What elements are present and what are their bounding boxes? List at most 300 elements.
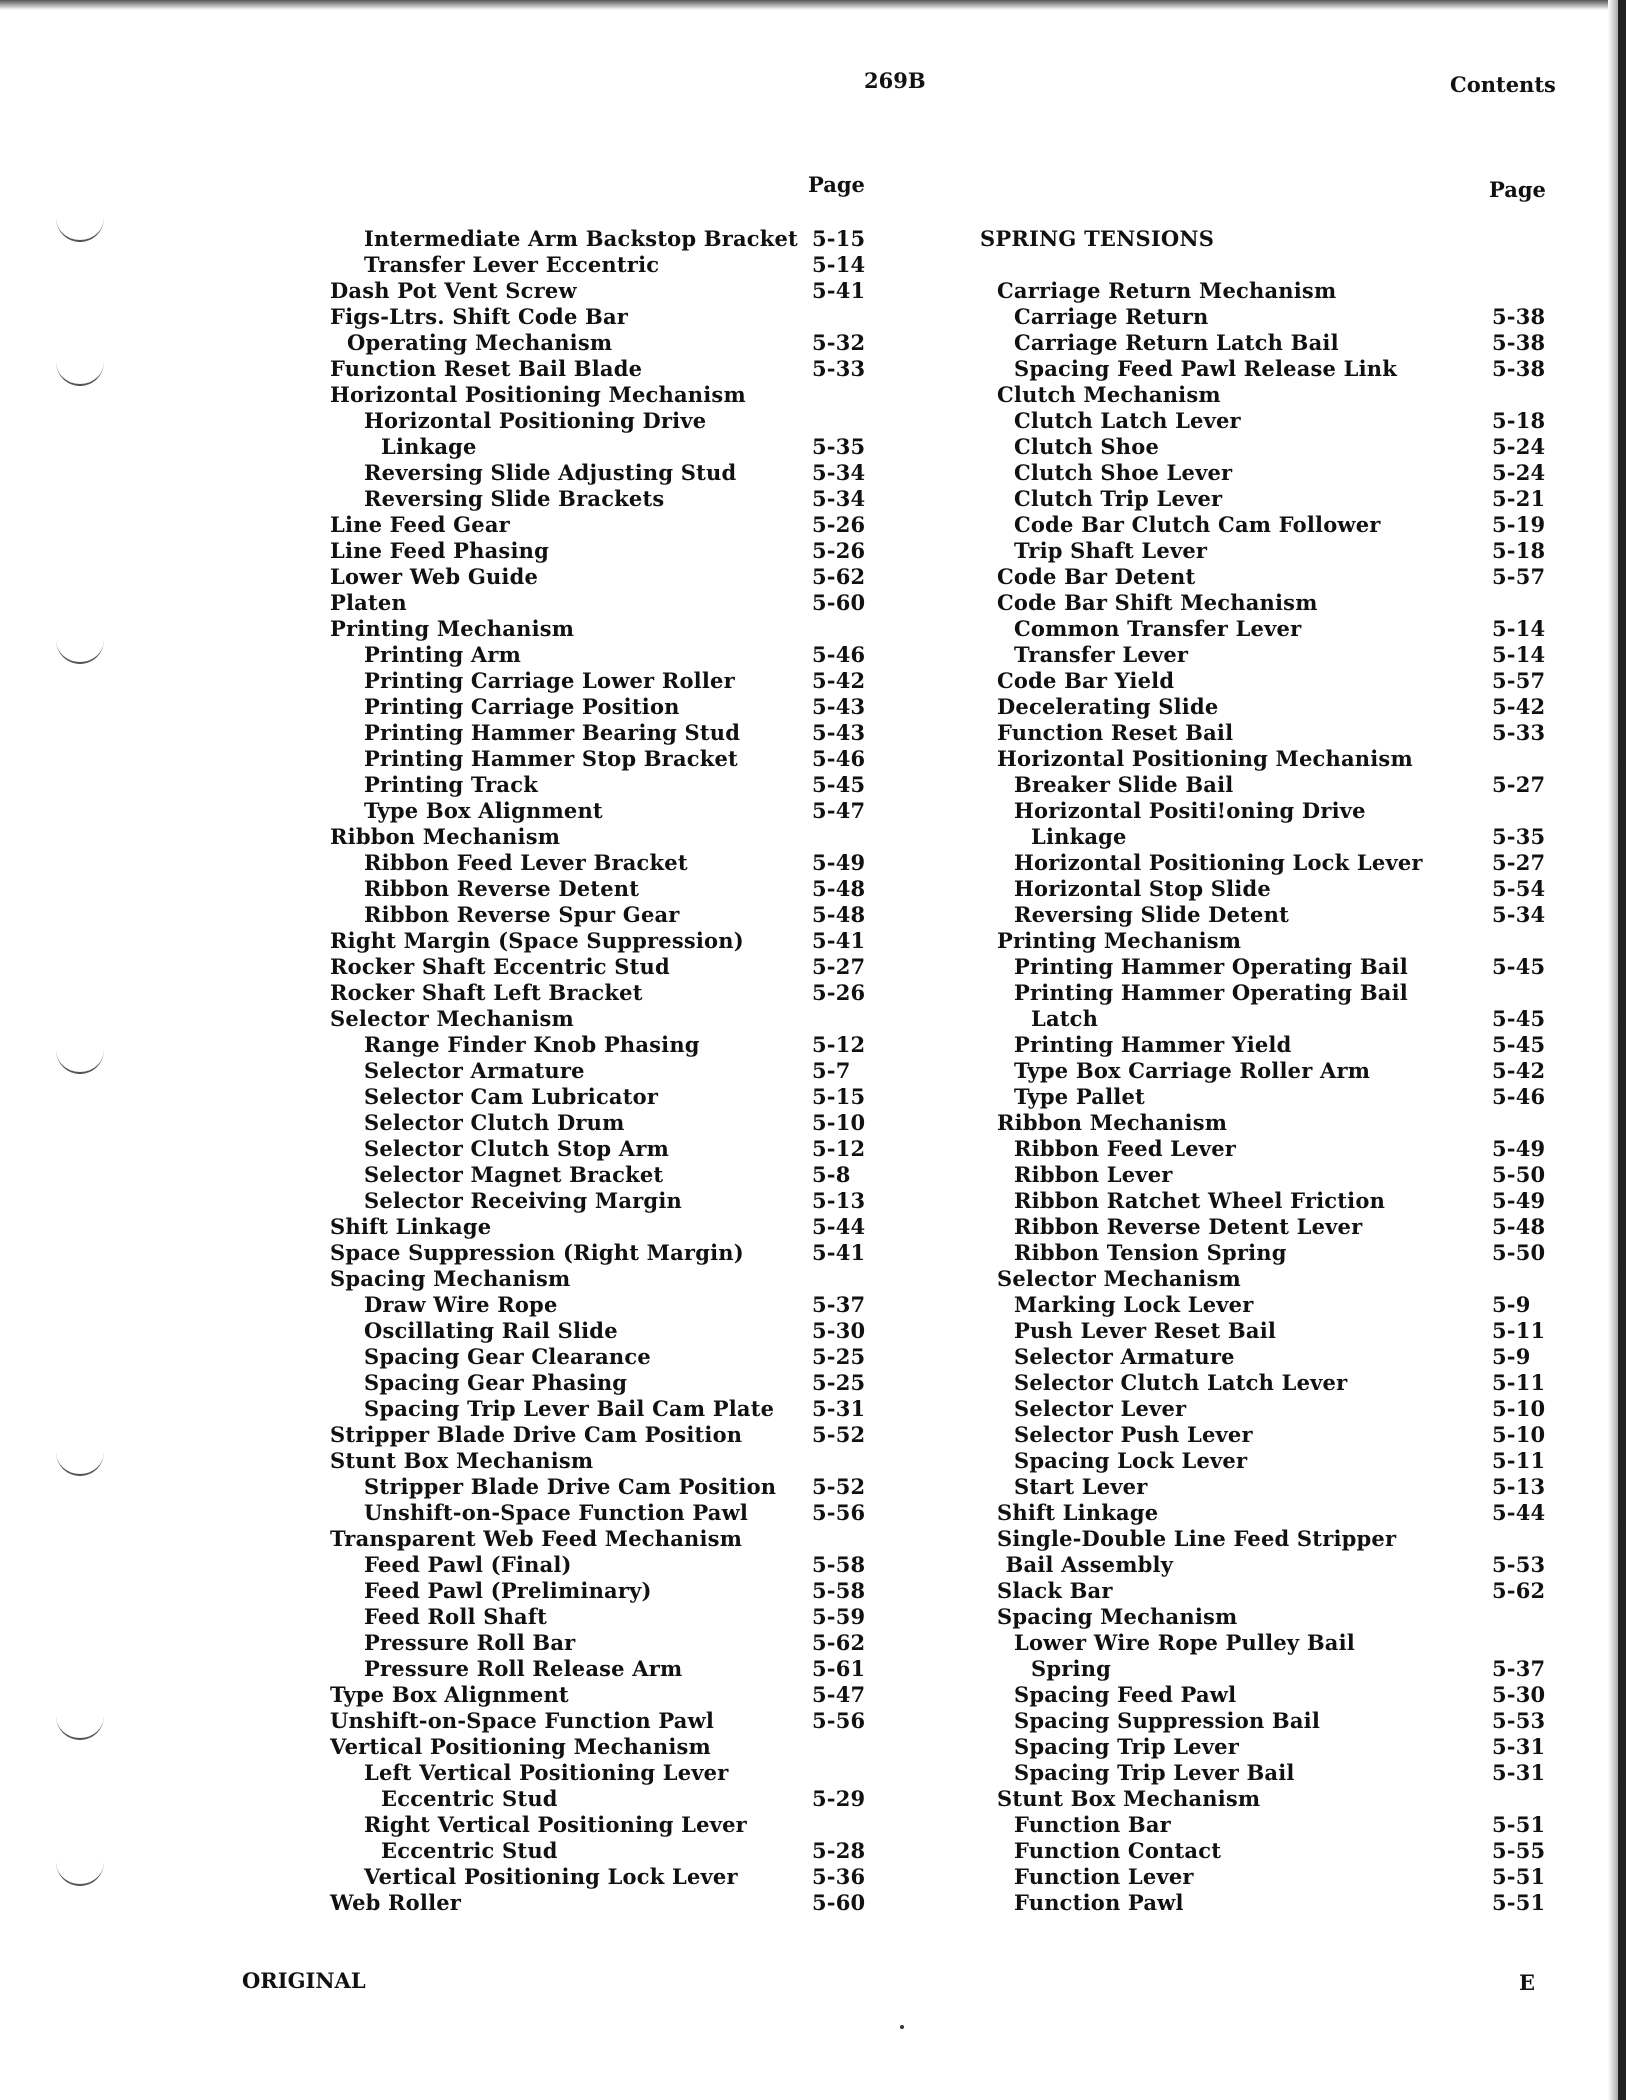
entry-page-number: 5-55 <box>1492 1838 1546 1863</box>
entry-label: Printing Hammer Bearing Stud <box>364 720 741 745</box>
entry-label: Dash Pot Vent Screw <box>330 278 577 303</box>
entry-label: Selector Armature <box>1014 1344 1235 1369</box>
index-entry <box>330 1812 892 1838</box>
entry-page-number: 5-10 <box>1492 1396 1546 1421</box>
entry-page-number: 5-8 <box>812 1162 851 1187</box>
entry-page-number: 5-31 <box>1492 1760 1546 1785</box>
entry-label: Decelerating Slide <box>997 694 1219 719</box>
entry-label: Vertical Positioning Lock Lever <box>364 1864 738 1889</box>
index-entry <box>980 1058 1572 1084</box>
entry-label: Unshift-on-Space Function Pawl <box>364 1500 749 1525</box>
index-entry <box>330 1526 892 1552</box>
entry-page-number: 5-11 <box>1492 1448 1546 1473</box>
entry-label: Stripper Blade Drive Cam Position <box>330 1422 743 1447</box>
entry-label: Ribbon Reverse Spur Gear <box>364 902 680 927</box>
entry-label: Clutch Latch Lever <box>1014 408 1241 433</box>
entry-page-number: 5-15 <box>812 226 866 251</box>
entry-label: Selector Clutch Drum <box>364 1110 625 1135</box>
entry-label: Selector Push Lever <box>1014 1422 1253 1447</box>
index-entry <box>980 1838 1572 1864</box>
entry-page-number: 5-18 <box>1492 538 1546 563</box>
entry-page-number: 5-32 <box>812 330 866 355</box>
entry-label: Start Lever <box>1014 1474 1148 1499</box>
index-entry <box>330 1656 892 1682</box>
index-entry <box>330 434 892 460</box>
entry-page-number: 5-54 <box>1492 876 1546 901</box>
index-entry <box>330 304 892 330</box>
entry-page-number: 5-62 <box>1492 1578 1546 1603</box>
entry-page-number: 5-46 <box>812 642 866 667</box>
entry-page-number: 5-41 <box>812 278 866 303</box>
entry-page-number: 5-48 <box>812 902 866 927</box>
entry-page-number: 5-26 <box>812 512 866 537</box>
index-entry <box>330 460 892 486</box>
entry-label: Push Lever Reset Bail <box>1014 1318 1277 1343</box>
entry-label: Printing Hammer Operating Bail <box>1014 954 1408 979</box>
entry-page-number: 5-47 <box>812 1682 866 1707</box>
index-entry <box>330 642 892 668</box>
index-entry <box>330 694 892 720</box>
index-entry <box>330 1552 892 1578</box>
entry-label: Single-Double Line Feed Stripper <box>997 1526 1397 1551</box>
index-entry <box>330 1214 892 1240</box>
entry-label: Feed Roll Shaft <box>364 1604 547 1629</box>
index-entry <box>980 1604 1572 1630</box>
entry-page-number: 5-19 <box>1492 512 1546 537</box>
entry-page-number: 5-34 <box>1492 902 1546 927</box>
entry-label: Horizontal Positioning Mechanism <box>997 746 1413 771</box>
entry-label: Eccentric Stud <box>381 1786 558 1811</box>
entry-label: Stripper Blade Drive Cam Position <box>364 1474 777 1499</box>
entry-page-number: 5-31 <box>1492 1734 1546 1759</box>
entry-label: Ribbon Reverse Detent Lever <box>1014 1214 1363 1239</box>
entry-page-number: 5-13 <box>812 1188 866 1213</box>
index-entry <box>330 1240 892 1266</box>
index-entry <box>330 1448 892 1474</box>
index-entry <box>980 278 1572 304</box>
index-entry <box>980 356 1572 382</box>
index-entry <box>330 1838 892 1864</box>
index-entry <box>980 1474 1572 1500</box>
index-entry <box>330 278 892 304</box>
entry-page-number: 5-62 <box>812 1630 866 1655</box>
entry-page-number: 5-49 <box>812 850 866 875</box>
index-entry <box>980 460 1572 486</box>
index-entry <box>980 1136 1572 1162</box>
entry-label: Reversing Slide Adjusting Stud <box>364 460 737 485</box>
index-entry <box>330 252 892 278</box>
index-entry <box>980 1396 1572 1422</box>
index-entry <box>980 928 1572 954</box>
index-entry <box>980 1240 1572 1266</box>
entry-page-number: 5-31 <box>812 1396 866 1421</box>
binder-hole-mark <box>56 1452 104 1476</box>
index-entry <box>980 1630 1572 1656</box>
entry-label: Stunt Box Mechanism <box>997 1786 1261 1811</box>
entry-page-number: 5-9 <box>1492 1292 1531 1317</box>
entry-page-number: 5-10 <box>812 1110 866 1135</box>
index-entry <box>980 1500 1572 1526</box>
index-entry <box>330 1890 892 1916</box>
entry-page-number: 5-45 <box>1492 1032 1546 1057</box>
entry-page-number: 5-35 <box>812 434 866 459</box>
index-entry <box>330 1292 892 1318</box>
entry-label: Code Bar Shift Mechanism <box>997 590 1318 615</box>
entry-label: Horizontal Positioning Drive <box>364 408 707 433</box>
index-entry <box>980 512 1572 538</box>
index-entry <box>330 1344 892 1370</box>
entry-label: Spacing Feed Pawl <box>1014 1682 1237 1707</box>
index-entry <box>330 1110 892 1136</box>
entry-page-number: 5-57 <box>1492 564 1546 589</box>
entry-label: Rocker Shaft Left Bracket <box>330 980 643 1005</box>
index-entry <box>980 1032 1572 1058</box>
entry-page-number: 5-26 <box>812 538 866 563</box>
entry-page-number: 5-10 <box>1492 1422 1546 1447</box>
index-entry <box>980 1188 1572 1214</box>
binder-hole-mark <box>56 1050 104 1074</box>
index-entry <box>980 1760 1572 1786</box>
entry-page-number: 5-53 <box>1492 1708 1546 1733</box>
index-entry <box>980 408 1572 434</box>
index-entry <box>980 590 1572 616</box>
document-number: 269B <box>864 68 926 93</box>
entry-page-number: 5-25 <box>812 1344 866 1369</box>
index-entry <box>330 1084 892 1110</box>
index-entry <box>980 1552 1572 1578</box>
entry-page-number: 5-11 <box>1492 1370 1546 1395</box>
entry-label: Printing Track <box>364 772 538 797</box>
scan-edge-right <box>1618 0 1626 2100</box>
entry-page-number: 5-24 <box>1492 460 1546 485</box>
entry-label: Bail Assembly <box>1005 1552 1174 1577</box>
index-entry <box>980 1006 1572 1032</box>
entry-label: Type Box Carriage Roller Arm <box>1014 1058 1371 1083</box>
index-entry <box>330 1318 892 1344</box>
entry-label: Ribbon Reverse Detent <box>364 876 640 901</box>
entry-page-number: 5-41 <box>812 928 866 953</box>
entry-label: Spacing Feed Pawl Release Link <box>1014 356 1397 381</box>
binder-hole-mark <box>56 218 104 242</box>
entry-page-number: 5-15 <box>812 1084 866 1109</box>
index-entry <box>980 1656 1572 1682</box>
entry-label: Selector Magnet Bracket <box>364 1162 664 1187</box>
entry-page-number: 5-14 <box>1492 642 1546 667</box>
index-entry <box>980 668 1572 694</box>
scan-edge-right-gradient <box>1608 0 1618 2100</box>
footer-issue-label: ORIGINAL <box>242 1968 366 1993</box>
entry-page-number: 5-52 <box>812 1474 866 1499</box>
index-entry <box>980 304 1572 330</box>
entry-page-number: 5-52 <box>812 1422 866 1447</box>
entry-label: Spacing Mechanism <box>997 1604 1238 1629</box>
entry-label: Selector Receiving Margin <box>364 1188 682 1213</box>
entry-label: Selector Clutch Latch Lever <box>1014 1370 1348 1395</box>
entry-page-number: 5-30 <box>1492 1682 1546 1707</box>
index-entry <box>980 1682 1572 1708</box>
entry-label: Shift Linkage <box>330 1214 492 1239</box>
index-entry <box>980 1864 1572 1890</box>
entry-label: Type Box Alignment <box>364 798 603 823</box>
entry-label: Oscillating Rail Slide <box>364 1318 618 1343</box>
entry-label: Clutch Trip Lever <box>1014 486 1223 511</box>
index-entry <box>980 850 1572 876</box>
entry-label: Ribbon Feed Lever <box>1014 1136 1237 1161</box>
entry-page-number: 5-48 <box>812 876 866 901</box>
entry-page-number: 5-48 <box>1492 1214 1546 1239</box>
entry-page-number: 5-9 <box>1492 1344 1531 1369</box>
entry-label: Pressure Roll Bar <box>364 1630 576 1655</box>
index-entry <box>330 590 892 616</box>
entry-label: Intermediate Arm Backstop Bracket <box>364 226 798 251</box>
index-entry <box>330 1630 892 1656</box>
index-entry <box>330 720 892 746</box>
index-entry <box>330 850 892 876</box>
entry-label: Operating Mechanism <box>347 330 613 355</box>
entry-label: Right Margin (Space Suppression) <box>330 928 744 953</box>
index-entry <box>980 1370 1572 1396</box>
entry-label: Ribbon Mechanism <box>330 824 561 849</box>
entry-label: Reversing Slide Brackets <box>364 486 665 511</box>
entry-page-number: 5-34 <box>812 460 866 485</box>
entry-label: Common Transfer Lever <box>1014 616 1302 641</box>
entry-label: Code Bar Detent <box>997 564 1196 589</box>
entry-page-number: 5-18 <box>1492 408 1546 433</box>
index-entry <box>980 1812 1572 1838</box>
entry-page-number: 5-51 <box>1492 1890 1546 1915</box>
entry-label: Shift Linkage <box>997 1500 1159 1525</box>
entry-page-number: 5-43 <box>812 694 866 719</box>
entry-page-number: 5-56 <box>812 1708 866 1733</box>
entry-label: Clutch Shoe <box>1014 434 1160 459</box>
entry-label: Line Feed Gear <box>330 512 510 537</box>
entry-label: Draw Wire Rope <box>364 1292 558 1317</box>
index-entry <box>980 1708 1572 1734</box>
entry-label: Selector Armature <box>364 1058 585 1083</box>
entry-page-number: 5-37 <box>1492 1656 1546 1681</box>
entry-label: Function Reset Bail Blade <box>330 356 643 381</box>
entry-page-number: 5-41 <box>812 1240 866 1265</box>
index-entry <box>980 720 1572 746</box>
entry-label: Ribbon Tension Spring <box>1014 1240 1287 1265</box>
entry-label: Function Reset Bail <box>997 720 1234 745</box>
entry-label: Figs-Ltrs. Shift Code Bar <box>330 304 629 329</box>
entry-label: Rocker Shaft Eccentric Stud <box>330 954 670 979</box>
index-entry <box>330 1786 892 1812</box>
index-entry <box>330 1370 892 1396</box>
entry-label: Function Contact <box>1014 1838 1222 1863</box>
index-entry <box>980 564 1572 590</box>
index-entry <box>330 1682 892 1708</box>
entry-label: Function Lever <box>1014 1864 1194 1889</box>
entry-label: Horizontal Stop Slide <box>1014 876 1271 901</box>
entry-page-number: 5-62 <box>812 564 866 589</box>
entry-label: Space Suppression (Right Margin) <box>330 1240 744 1265</box>
entry-label: Selector Lever <box>1014 1396 1187 1421</box>
entry-page-number: 5-30 <box>812 1318 866 1343</box>
index-entry <box>980 226 1572 252</box>
index-entry <box>980 434 1572 460</box>
entry-label: Lower Web Guide <box>330 564 539 589</box>
page-column-label-left: Page <box>808 172 865 197</box>
scan-edge-top <box>0 0 1626 10</box>
binder-hole-mark <box>56 362 104 386</box>
entry-page-number: 5-27 <box>812 954 866 979</box>
index-entry <box>980 1214 1572 1240</box>
entry-label: Carriage Return Mechanism <box>997 278 1337 303</box>
entry-label: Code Bar Clutch Cam Follower <box>1014 512 1381 537</box>
entry-page-number: 5-42 <box>1492 1058 1546 1083</box>
entry-label: Web Roller <box>330 1890 462 1915</box>
entry-label: Vertical Positioning Mechanism <box>330 1734 711 1759</box>
index-entry <box>980 1734 1572 1760</box>
index-entry <box>330 980 892 1006</box>
entry-label: Right Vertical Positioning Lever <box>364 1812 747 1837</box>
entry-page-number: 5-60 <box>812 590 866 615</box>
entry-label: Transfer Lever <box>1014 642 1189 667</box>
index-entry <box>330 1604 892 1630</box>
index-entry <box>980 330 1572 356</box>
entry-page-number: 5-47 <box>812 798 866 823</box>
index-entry <box>980 1162 1572 1188</box>
index-entry <box>330 382 892 408</box>
entry-page-number: 5-42 <box>1492 694 1546 719</box>
binder-hole-mark <box>56 1862 104 1886</box>
index-entry <box>330 1708 892 1734</box>
entry-page-number: 5-36 <box>812 1864 866 1889</box>
index-entry <box>330 564 892 590</box>
entry-page-number: 5-33 <box>812 356 866 381</box>
index-entry <box>980 1318 1572 1344</box>
entry-label: Slack Bar <box>997 1578 1113 1603</box>
entry-page-number: 5-25 <box>812 1370 866 1395</box>
entry-label: Ribbon Feed Lever Bracket <box>364 850 688 875</box>
entry-page-number: 5-24 <box>1492 434 1546 459</box>
entry-label: Spacing Suppression Bail <box>1014 1708 1321 1733</box>
entry-page-number: 5-26 <box>812 980 866 1005</box>
entry-label: Transparent Web Feed Mechanism <box>330 1526 743 1551</box>
entry-label: Breaker Slide Bail <box>1014 772 1234 797</box>
entry-label: Lower Wire Rope Pulley Bail <box>1014 1630 1355 1655</box>
entry-label: Printing Hammer Yield <box>1014 1032 1292 1057</box>
entry-label: Horizontal Positioning Lock Lever <box>1014 850 1423 875</box>
index-entry <box>330 226 892 252</box>
index-entry <box>330 1864 892 1890</box>
entry-label: Printing Carriage Position <box>364 694 680 719</box>
index-entry <box>980 876 1572 902</box>
index-entry <box>330 902 892 928</box>
entry-label: Trip Shaft Lever <box>1014 538 1208 563</box>
entry-label: Linkage <box>1031 824 1127 849</box>
index-entry <box>980 902 1572 928</box>
entry-label: Selector Mechanism <box>997 1266 1241 1291</box>
index-entry <box>330 330 892 356</box>
index-entry <box>980 694 1572 720</box>
index-entry <box>330 1188 892 1214</box>
entry-page-number: 5-42 <box>812 668 866 693</box>
entry-page-number: 5-50 <box>1492 1162 1546 1187</box>
index-entry <box>980 486 1572 512</box>
binder-hole-mark <box>56 1716 104 1740</box>
entry-page-number: 5-58 <box>812 1552 866 1577</box>
entry-page-number: 5-33 <box>1492 720 1546 745</box>
entry-label: Printing Hammer Operating Bail <box>1014 980 1408 1005</box>
entry-page-number: 5-21 <box>1492 486 1546 511</box>
index-entry <box>330 928 892 954</box>
index-entry <box>980 798 1572 824</box>
entry-page-number: 5-50 <box>1492 1240 1546 1265</box>
entry-page-number: 5-11 <box>1492 1318 1546 1343</box>
index-entry <box>330 1500 892 1526</box>
entry-page-number: 5-57 <box>1492 668 1546 693</box>
entry-label: Marking Lock Lever <box>1014 1292 1254 1317</box>
index-entry <box>330 1266 892 1292</box>
entry-label: Spacing Trip Lever <box>1014 1734 1239 1759</box>
entry-label: Transfer Lever Eccentric <box>364 252 660 277</box>
index-entry <box>980 252 1572 278</box>
index-entry <box>980 382 1572 408</box>
entry-page-number: 5-51 <box>1492 1864 1546 1889</box>
entry-page-number: 5-35 <box>1492 824 1546 849</box>
index-entry <box>330 876 892 902</box>
entry-label: Horizontal Positi!oning Drive <box>1014 798 1366 823</box>
entry-label: Selector Mechanism <box>330 1006 574 1031</box>
entry-label: Feed Pawl (Final) <box>364 1552 572 1577</box>
entry-label: Ribbon Mechanism <box>997 1110 1228 1135</box>
entry-label: Linkage <box>381 434 477 459</box>
entry-page-number: 5-14 <box>1492 616 1546 641</box>
entry-label: Carriage Return <box>1014 304 1209 329</box>
index-entry <box>330 668 892 694</box>
index-entry <box>980 1344 1572 1370</box>
index-entry <box>330 746 892 772</box>
section-title: Contents <box>1450 72 1556 97</box>
entry-label: Printing Hammer Stop Bracket <box>364 746 738 771</box>
entry-page-number: 5-27 <box>1492 772 1546 797</box>
entry-label: Spacing Lock Lever <box>1014 1448 1248 1473</box>
index-entry <box>330 1006 892 1032</box>
index-entry <box>330 1136 892 1162</box>
entry-label: Carriage Return Latch Bail <box>1014 330 1339 355</box>
index-entry <box>980 616 1572 642</box>
entry-page-number: 5-56 <box>812 1500 866 1525</box>
entry-page-number: 5-37 <box>812 1292 866 1317</box>
entry-label: Ribbon Lever <box>1014 1162 1173 1187</box>
entry-label: Clutch Mechanism <box>997 382 1221 407</box>
entry-page-number: 5-28 <box>812 1838 866 1863</box>
entry-label: Selector Clutch Stop Arm <box>364 1136 670 1161</box>
entry-label: Clutch Shoe Lever <box>1014 460 1233 485</box>
entry-page-number: 5-43 <box>812 720 866 745</box>
index-entry <box>330 356 892 382</box>
entry-label: Printing Mechanism <box>330 616 575 641</box>
entry-label: Spacing Trip Lever Bail <box>1014 1760 1295 1785</box>
entry-label: Spacing Mechanism <box>330 1266 571 1291</box>
index-entry <box>980 1448 1572 1474</box>
entry-page-number: 5-51 <box>1492 1812 1546 1837</box>
entry-label: Pressure Roll Release Arm <box>364 1656 683 1681</box>
index-entry <box>980 1578 1572 1604</box>
index-entry <box>330 1734 892 1760</box>
entry-page-number: 5-38 <box>1492 356 1546 381</box>
entry-label: Code Bar Yield <box>997 668 1175 693</box>
index-entry <box>980 980 1572 1006</box>
index-entry <box>330 1474 892 1500</box>
index-entry <box>980 824 1572 850</box>
index-entry <box>980 642 1572 668</box>
index-entry <box>980 1422 1572 1448</box>
index-entry <box>330 1422 892 1448</box>
